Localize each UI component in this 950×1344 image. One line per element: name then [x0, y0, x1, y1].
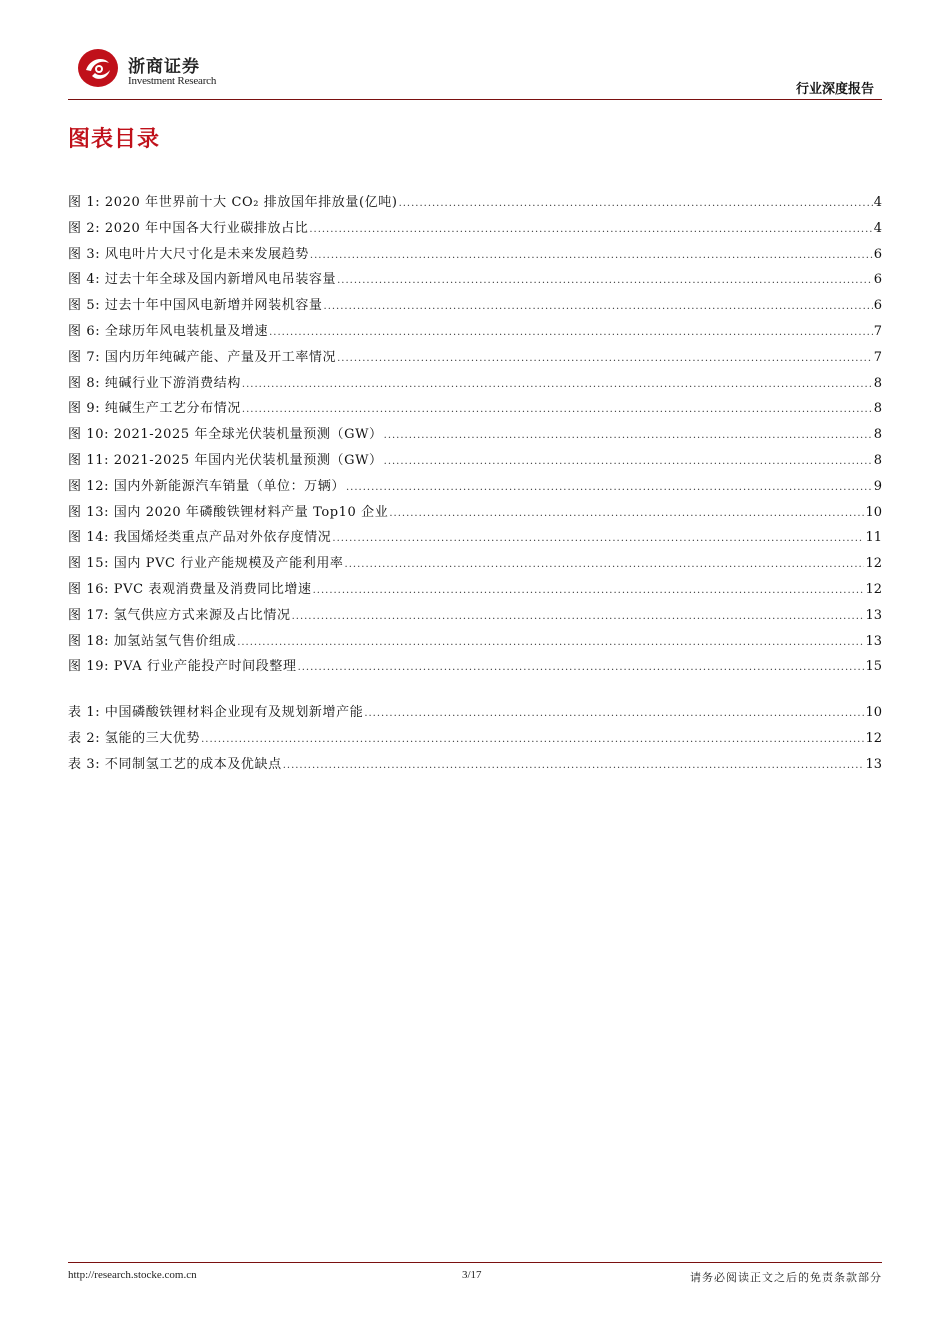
toc-entry-label: 图 6: 全球历年风电装机量及增速: [68, 323, 269, 339]
toc-entry-figure-10[interactable]: [68, 422, 882, 448]
dot-leader: [309, 217, 872, 243]
dot-leader: [384, 423, 873, 449]
toc-entry-figure-17[interactable]: [68, 603, 882, 629]
page-title: 图表目录: [68, 127, 161, 152]
toc-entry-label: 图 8: 纯碱行业下游消费结构: [68, 375, 241, 391]
toc-entry-figure-5[interactable]: [68, 293, 882, 319]
toc-entry-label: 图 16: PVC 表观消费量及消费同比增速: [68, 581, 312, 597]
toc-entry-figure-9[interactable]: [68, 396, 882, 422]
toc-entry-figure-11[interactable]: [68, 448, 882, 474]
dot-leader: [324, 294, 873, 320]
dot-leader: [399, 191, 873, 217]
toc-entry-figure-3[interactable]: [68, 242, 882, 268]
toc-entry-table-1[interactable]: [68, 700, 882, 726]
brand-name-en: Investment Research: [128, 75, 217, 87]
toc-entry-figure-12[interactable]: [68, 474, 882, 500]
toc-entry-figure-2[interactable]: [68, 216, 882, 242]
toc-entry-label: 表 3: 不同制氢工艺的成本及优缺点: [68, 756, 282, 772]
toc-entry-figure-4[interactable]: [68, 267, 882, 293]
toc-entry-label: 图 11: 2021-2025 年国内光伏装机量预测（GW）: [68, 452, 383, 468]
toc-entry-figure-13[interactable]: [68, 500, 882, 526]
toc-entry-label: 图 7: 国内历年纯碱产能、产量及开工率情况: [68, 349, 337, 365]
toc-entry-label: 图 2: 2020 年中国各大行业碳排放占比: [68, 220, 309, 236]
toc-entry-page: 12: [865, 556, 882, 572]
toc-entry-page: 8: [873, 375, 882, 391]
toc-entry-label: 图 14: 我国烯烃类重点产品对外依存度情况: [68, 530, 332, 546]
toc-entry-figure-8[interactable]: [68, 371, 882, 397]
toc-entry-page: 4: [873, 220, 882, 236]
toc-entry-label: 图 9: 纯碱生产工艺分布情况: [68, 401, 241, 417]
report-type: 行业深度报告: [795, 82, 874, 97]
toc-entry-figure-14[interactable]: [68, 525, 882, 551]
toc-entry-label: 图 19: PVA 行业产能投产时间段整理: [68, 659, 297, 675]
dot-leader: [242, 372, 873, 398]
toc-entry-page: 9: [873, 478, 882, 494]
dot-leader: [292, 604, 865, 630]
dot-leader: [384, 449, 873, 475]
toc-entry-figure-18[interactable]: [68, 629, 882, 655]
dot-leader: [298, 655, 865, 681]
dot-leader: [337, 346, 873, 372]
toc-entry-figure-16[interactable]: [68, 577, 882, 603]
footer-url-link[interactable]: http://research.stocke.com.cn: [68, 1269, 197, 1281]
toc-entry-label: 图 4: 过去十年全球及国内新增风电吊装容量: [68, 272, 337, 288]
toc-entry-label: 表 2: 氢能的三大优势: [68, 730, 201, 746]
figure-list: [68, 190, 882, 680]
toc-entry-page: 6: [873, 298, 882, 314]
toc-entry-page: 6: [873, 246, 882, 262]
dot-leader: [313, 578, 865, 604]
dot-leader: [242, 397, 873, 423]
brand-name-cn: 浙商证券: [128, 57, 200, 77]
toc-entry-page: 13: [865, 756, 882, 772]
dot-leader: [389, 501, 864, 527]
toc-entry-figure-7[interactable]: [68, 345, 882, 371]
toc-entry-label: 图 3: 风电叶片大尺寸化是未来发展趋势: [68, 246, 309, 262]
toc-entry-page: 8: [873, 452, 882, 468]
toc-entry-label: 图 17: 氢气供应方式来源及占比情况: [68, 607, 291, 623]
toc-entry-label: 表 1: 中国磷酸铁锂材料企业现有及规划新增产能: [68, 705, 364, 720]
dot-leader: [345, 552, 865, 578]
toc-entry-label: 图 12: 国内外新能源汽车销量（单位：万辆）: [68, 478, 345, 494]
dot-leader: [337, 268, 873, 294]
toc-entry-page: 8: [873, 401, 882, 417]
table-list: [68, 700, 882, 777]
dot-leader: [201, 727, 864, 753]
footer-divider: [68, 1262, 882, 1263]
dot-leader: [283, 753, 865, 779]
toc-entry-page: 13: [865, 633, 882, 649]
toc-entry-page: 15: [865, 659, 882, 675]
header-divider: [68, 99, 882, 100]
toc-entry-page: 4: [873, 195, 882, 210]
dot-leader: [237, 630, 864, 656]
toc-entry-table-2[interactable]: [68, 726, 882, 752]
toc-entry-label: 图 5: 过去十年中国风电新增并网装机容量: [68, 298, 323, 314]
toc-entry-table-3[interactable]: [68, 752, 882, 778]
toc-entry-label: 图 10: 2021-2025 年全球光伏装机量预测（GW）: [68, 427, 383, 443]
toc-entry-page: 11: [865, 530, 882, 546]
brand-logo-icon: [76, 46, 120, 90]
dot-leader: [332, 526, 864, 552]
toc-entry-figure-1[interactable]: [68, 190, 882, 216]
dot-leader: [269, 320, 873, 346]
toc-entry-page: 13: [865, 607, 882, 623]
toc-entry-page: 10: [865, 504, 882, 520]
page-header: [68, 40, 882, 100]
toc-entry-figure-6[interactable]: [68, 319, 882, 345]
page-number: 3/17: [462, 1269, 482, 1281]
dot-leader: [364, 701, 864, 727]
toc-entry-page: 6: [873, 272, 882, 288]
toc-entry-page: 10: [865, 705, 882, 720]
dot-leader: [310, 243, 873, 269]
toc-entry-label: 图 1: 2020 年世界前十大 CO₂ 排放国年排放量(亿吨): [68, 195, 398, 210]
dot-leader: [346, 475, 873, 501]
toc-entry-label: 图 13: 国内 2020 年磷酸铁锂材料产量 Top10 企业: [68, 504, 389, 520]
footer-disclaimer: 请务必阅读正文之后的免责条款部分: [690, 1271, 882, 1284]
toc-entry-page: 7: [873, 323, 882, 339]
toc-entry-label: 图 18: 加氢站氢气售价组成: [68, 633, 237, 649]
toc-entry-page: 8: [873, 427, 882, 443]
toc-entry-label: 图 15: 国内 PVC 行业产能规模及产能利用率: [68, 556, 344, 572]
toc-entry-figure-15[interactable]: [68, 551, 882, 577]
toc-entry-page: 7: [873, 349, 882, 365]
toc-entry-page: 12: [865, 730, 882, 746]
toc-entry-page: 12: [865, 581, 882, 597]
toc-entry-figure-19[interactable]: [68, 654, 882, 680]
